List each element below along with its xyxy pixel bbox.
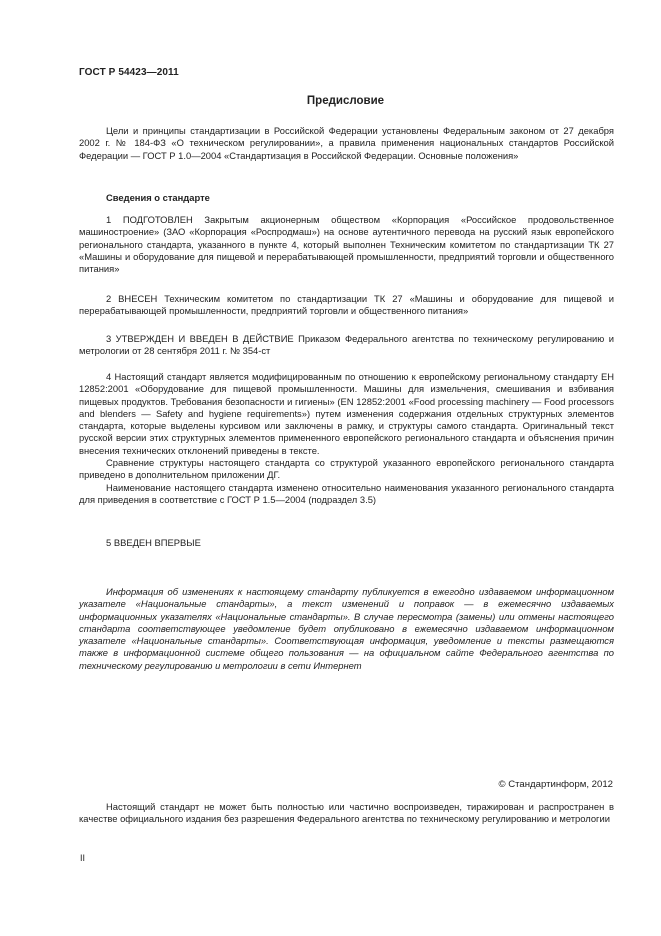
notice-block (79, 586, 614, 672)
item-5-text: 5 ВВЕДЕН ВПЕРВЫЕ (106, 537, 201, 548)
item-1 (79, 214, 614, 275)
page-number: II (80, 853, 86, 863)
reproduction-block (79, 801, 614, 826)
reproduction-text: Настоящий стандарт не может быть полностью или частично воспроизведен, тиражирован и распространен в качестве официального издания без разрешения Федерального агентства по техническому регулированию и метрологии (79, 801, 614, 825)
intro-paragraph: Цели и принципы стандартизации в Российской Федерации установлены Федеральным законом от 27 декабря 2002 г. № 184-ФЗ «О техническом регулировании», а правила применения национальных стандартов Российской Федерации — ГОСТ Р 1.0—2004 «Стандартизация в Российской Федерации. Основные положения» (79, 125, 614, 161)
notice-text: Информация об изменениях к настоящему стандарту публикуется в ежегодно издаваемом информационном указателе «Национальные стандарты», а текст изменений и поправок — в ежемесячно издаваемых информационных указателях «Национальные стандарты». В случае пересмотра (замены) или отмены настоящего стандарта соответствующее уведомление будет опубликовано в ежемесячно издаваемом информационном указателе «Национальные стандарты». Соответствующая информация, уведомление и тексты размещаются также в информационной системе общего пользования — на официальном сайте Федерального агентства по техническому регулированию и метрологии в сети Интернет (79, 586, 614, 671)
copyright: © Стандартинформ, 2012 (498, 779, 613, 790)
info-heading: Сведения о стандарте (106, 192, 210, 203)
item-5 (79, 537, 614, 549)
item-3 (79, 333, 614, 358)
item-2 (79, 293, 614, 318)
item-4-comparison: Сравнение структуры настоящего стандарта со структурой указанного европейского регионального стандарта приведено в дополнительном приложении ДГ. (79, 457, 614, 481)
intro-block (79, 125, 614, 162)
page-title: Предисловие (306, 95, 385, 107)
item-2-text: 2 ВНЕСЕН Техническим комитетом по стандартизации ТК 27 «Машины и оборудование для пищевой и перерабатывающей промышленности, предприятий торговли и общественного питания» (79, 293, 614, 317)
item-4 (79, 371, 614, 506)
item-4-text: 4 Настоящий стандарт является модифицированным по отношению к европейскому региональному стандарту ЕН 12852:2001 «Оборудование для пищевой промышленности. Машины для измельчения, смешивания и взбивания пищевых продуктов. Требования безопасности и гигиены» (EN 12852:2001 «Food processing machinery — Food processors and blenders — Safety and hygiene requirements») путем изменения содержания отдельных структурных элементов стандарта, которые выделены курсивом или заключены в рамку, и структуры самого стандарта. Оригинальный текст русской версии этих структурных элементов примененного европейского регионального стандарта и объяснения причин внесения технических отклонений приведены в тексте. (79, 371, 614, 456)
item-4-name-change: Наименование настоящего стандарта изменено относительно наименования указанного регионального стандарта для приведения в соответствие с ГОСТ Р 1.5—2004 (подраздел 3.5) (79, 481, 614, 505)
item-3-text: 3 УТВЕРЖДЕН И ВВЕДЕН В ДЕЙСТВИЕ Приказом Федерального агентства по техническому регулированию и метрологии от 28 сентября 2011 г. № 354-ст (79, 333, 614, 357)
item-1-text: 1 ПОДГОТОВЛЕН Закрытым акционерным обществом «Корпорация «Российское продовольственное машиностроение» (ЗАО «Корпорация «Роспродмаш») на основе аутентичного перевода на русский язык европейского регионального стандарта, указанного в пункте 4, который выполнен Техническим комитетом по стандартизации ТК 27 «Машины и оборудование для пищевой и перерабатывающей промышленности, предприятий торговли и общественного питания» (79, 214, 614, 275)
standard-code-header: ГОСТ Р 54423—2011 (79, 67, 179, 78)
